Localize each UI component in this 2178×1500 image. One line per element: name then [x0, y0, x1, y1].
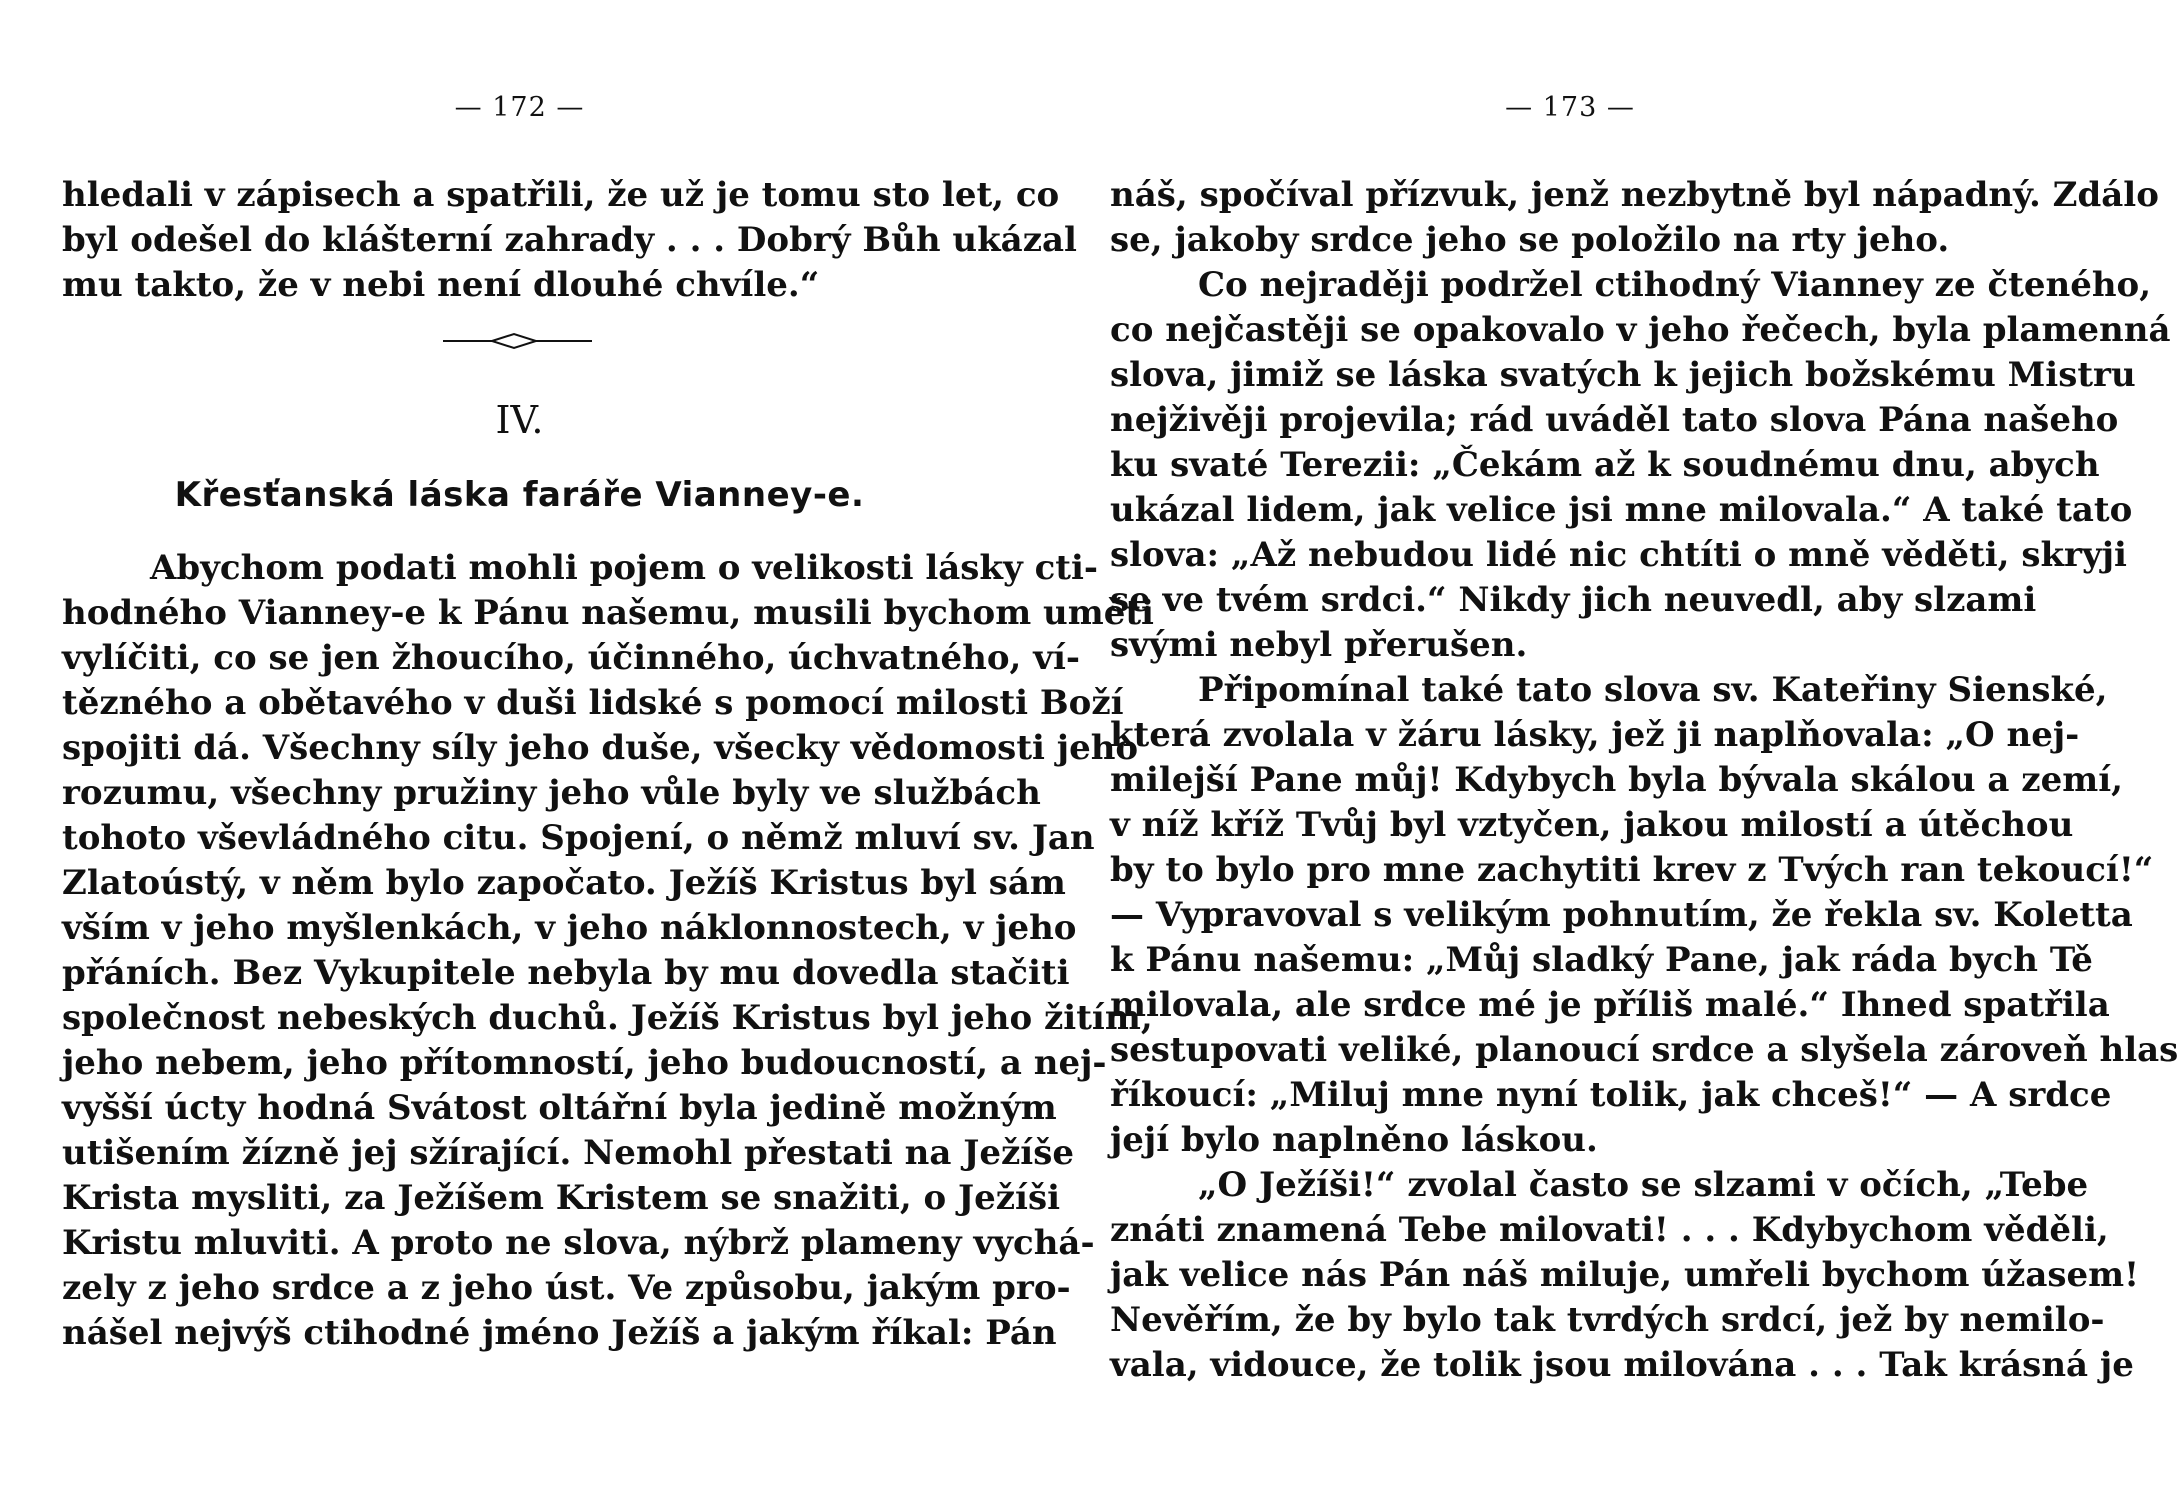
text-line: která zvolala v žáru lásky, jež ji naplňovala: „O nej-: [1110, 715, 2080, 755]
text-line: hledali v zápisech a spatřili, že už je tomu sto let, co: [62, 175, 1060, 215]
text-line: ukázal lidem, jak velice jsi mne milovala.“ A také tato: [1110, 490, 2133, 530]
text-line: vším v jeho myšlenkách, v jeho náklonnostech, v jeho: [62, 908, 1077, 948]
text-line: znáti znamená Tebe milovati! . . . Kdybychom věděli,: [1110, 1210, 2109, 1250]
text-line: ku svaté Terezii: „Čekám až k soudnému dnu, abych: [1110, 445, 2100, 485]
text-line: Zlatoústý, v něm bylo započato. Ježíš Kristus byl sám: [62, 863, 1066, 903]
left-page-text: [62, 173, 1154, 1356]
text-line: její bylo naplněno láskou.: [1110, 1120, 1598, 1160]
text-line: Kristu mluviti. A proto ne slova, nýbrž plameny vychá-: [62, 1223, 1095, 1263]
text-line: svými nebyl přerušen.: [1110, 625, 1528, 665]
paragraph: [1110, 263, 2171, 668]
right-page: [1110, 0, 2178, 1500]
text-line: co nejčastěji se opakovalo v jeho řečech, byla plamenná: [1110, 310, 2171, 350]
text-line: byl odešel do klášterní zahrady . . . Dobrý Bůh ukázal: [62, 220, 1077, 260]
text-line: — Vypravoval s velikým pohnutím, že řekla sv. Koletta: [1110, 895, 2133, 935]
text-line: slova: „Až nebudou lidé nic chtíti o mně věděti, skryji: [1110, 535, 2127, 575]
text-line: tězného a obětavého v duši lidské s pomocí milosti Boží: [62, 683, 1124, 723]
section-divider-ornament: [62, 316, 977, 366]
text-line: „O Ježíši!“ zvolal často se slzami v očích, „Tebe: [1198, 1165, 2089, 1205]
text-line: spojiti dá. Všechny síly jeho duše, všecky vědomosti jeho: [62, 728, 1139, 768]
text-line: v níž kříž Tvůj byl vztyčen, jakou milostí a útěchou: [1110, 805, 2074, 845]
text-line: nejživěji projevila; rád uváděl tato slova Pána našeho: [1110, 400, 2119, 440]
text-line: přáních. Bez Vykupitele nebyla by mu dovedla stačiti: [62, 953, 1070, 993]
paragraph: [1110, 668, 2178, 1163]
text-line: Nevěřím, že by bylo tak tvrdých srdcí, jež by nemilo-: [1110, 1300, 2105, 1340]
text-line: jak velice nás Pán náš miluje, umřeli bychom úžasem!: [1110, 1255, 2140, 1295]
page-number-right: — 173 —: [1505, 92, 1635, 123]
text-line: se ve tvém srdci.“ Nikdy jich neuvedl, aby slzami: [1110, 580, 2037, 620]
text-line: říkoucí: „Miluj mne nyní tolik, jak chceš!“ — A srdce: [1110, 1075, 2112, 1115]
text-line: vala, vidouce, že tolik jsou milována . . . Tak krásná je: [1110, 1345, 2134, 1385]
paragraph: [1110, 1163, 2140, 1388]
paragraph: [62, 546, 1154, 1356]
text-line: slova, jimiž se láska svatých k jejich božskému Mistru: [1110, 355, 2136, 395]
text-line: mu takto, že v nebi není dlouhé chvíle.“: [62, 265, 820, 305]
chapter-title: Křesťanská láska faráře Vianney-e.: [174, 475, 865, 515]
text-line: hodného Vianney-e k Pánu našemu, musili bychom uměti: [62, 593, 1154, 633]
text-line: vylíčiti, co se jen žhoucího, účinného, úchvatného, ví-: [62, 638, 1081, 678]
text-line: Co nejraději podržel ctihodný Vianney ze čteného,: [1198, 265, 2152, 305]
text-line: sestupovati veliké, planoucí srdce a slyšela zároveň hlas: [1110, 1030, 2178, 1070]
text-line: milejší Pane můj! Kdybych byla bývala skálou a zemí,: [1110, 760, 2123, 800]
text-line: Krista mysliti, za Ježíšem Kristem se snažiti, o Ježíši: [62, 1178, 1061, 1218]
text-line: rozumu, všechny pružiny jeho vůle byly ve službách: [62, 773, 1041, 813]
text-line: zely z jeho srdce a z jeho úst. Ve způsobu, jakým pro-: [62, 1268, 1071, 1308]
paragraph: [1110, 173, 2159, 263]
text-line: náš, spočíval přízvuk, jenž nezbytně byl nápadný. Zdálo: [1110, 175, 2159, 215]
page-number-left: — 172 —: [454, 92, 585, 123]
text-line: Abychom podati mohli pojem o velikosti lásky cti-: [150, 548, 1099, 588]
text-line: vyšší úcty hodná Svátost oltářní byla jedině možným: [62, 1088, 1057, 1128]
text-line: Připomínal také tato slova sv. Kateřiny Sienské,: [1198, 670, 2108, 710]
text-line: společnost nebeských duchů. Ježíš Kristus byl jeho žitím,: [62, 998, 1153, 1038]
text-line: k Pánu našemu: „Můj sladký Pane, jak ráda bych Tě: [1110, 940, 2093, 980]
chapter-number: IV.: [495, 398, 544, 442]
text-line: utišením žízně jej sžírající. Nemohl přestati na Ježíše: [62, 1133, 1074, 1173]
text-line: jeho nebem, jeho přítomností, jeho budoucností, a nej-: [62, 1043, 1107, 1083]
right-page-text: [1110, 173, 2178, 1388]
left-page: [62, 0, 1154, 1500]
text-line: milovala, ale srdce mé je příliš malé.“ Ihned spatřila: [1110, 985, 2110, 1025]
text-line: se, jakoby srdce jeho se položilo na rty jeho.: [1110, 220, 1950, 260]
text-line: nášel nejvýš ctihodné jméno Ježíš a jakým říkal: Pán: [62, 1313, 1057, 1353]
text-line: tohoto vševládného citu. Spojení, o němž mluví sv. Jan: [62, 818, 1095, 858]
text-line: by to bylo pro mne zachytiti krev z Tvých ran tekoucí!“: [1110, 850, 2154, 890]
